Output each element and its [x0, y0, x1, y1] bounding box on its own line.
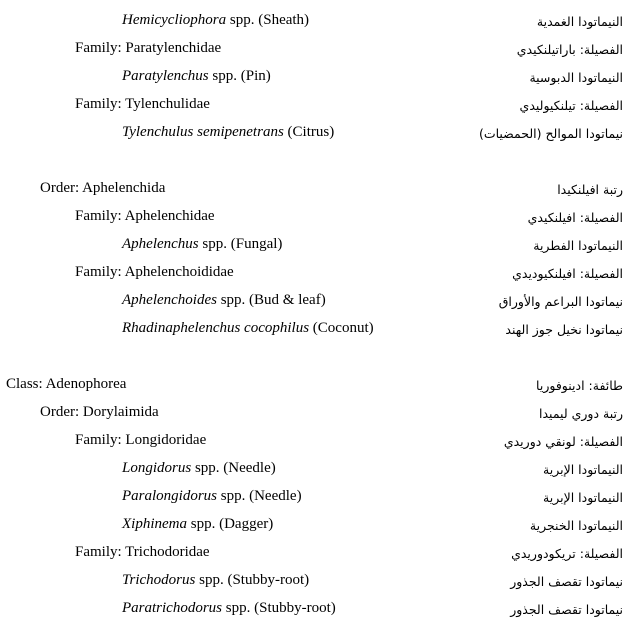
- class-label: Class: Adenophorea: [6, 376, 127, 392]
- taxon-row-aphelenchoides: [0, 290, 637, 318]
- arabic-name: الفصيلة: افيلنكيوديدي: [512, 266, 623, 281]
- common-name: spp. (Dagger): [187, 516, 274, 532]
- family-label: Family: Aphelenchoididae: [75, 264, 234, 280]
- arabic-name: النيماتودا الدبوسية: [529, 70, 623, 85]
- common-name: spp. (Sheath): [226, 12, 310, 28]
- taxon-row-trichodorus: [0, 570, 637, 598]
- arabic-name: الفصيلة: تيلنكيوليدي: [519, 98, 623, 113]
- taxon-row-aphelenchoididae: [0, 262, 637, 290]
- common-name: spp. (Bud & leaf): [216, 292, 326, 308]
- common-name: (Citrus): [283, 124, 335, 140]
- arabic-name: الفصيلة: تريكودوريدي: [511, 546, 623, 561]
- arabic-name: الفصيلة: افيلنكيدي: [527, 210, 623, 225]
- taxon-row-longidorus: [0, 458, 637, 486]
- arabic-name: النيماتودا الإبرية: [543, 462, 623, 477]
- arabic-name: النيماتودا الفطرية: [533, 238, 623, 253]
- scientific-name: Hemicycliophora: [122, 12, 227, 28]
- arabic-name: نيماتودا تقصف الجذور: [510, 574, 623, 589]
- family-label: Family: Paratylenchidae: [75, 40, 222, 56]
- taxon-row-trichodoridae: [0, 542, 637, 570]
- taxon-row-rhadinaphelenchus: [0, 318, 637, 346]
- taxon-row-xiphinema: [0, 514, 637, 542]
- scientific-name: Xiphinema: [122, 516, 187, 532]
- scientific-name: Rhadinaphelenchus cocophilus: [122, 320, 310, 336]
- taxon-row-aphelenchidae: [0, 206, 637, 234]
- arabic-name: النيماتودا الخنجرية: [529, 518, 623, 533]
- scientific-name: Aphelenchus: [122, 236, 199, 252]
- arabic-name: نيماتودا البراعم والأوراق: [498, 294, 623, 309]
- arabic-name: نيماتودا تقصف الجذور: [510, 602, 623, 617]
- arabic-name: النيماتودا الإبرية: [543, 490, 623, 505]
- common-name: spp. (Stubby-root): [195, 572, 310, 588]
- common-name: spp. (Stubby-root): [222, 600, 336, 616]
- taxon-row-adenophorea: [0, 374, 637, 402]
- scientific-name: Aphelenchoides: [122, 292, 217, 308]
- arabic-name: نيماتودا نخيل جوز الهند: [505, 322, 623, 337]
- taxon-row-paralongidorus: [0, 486, 637, 514]
- family-label: Family: Longidoridae: [75, 432, 207, 448]
- taxon-row-longidoridae: [0, 430, 637, 458]
- taxon-row-aphelenchida: [0, 178, 637, 206]
- scientific-name: Paralongidorus: [122, 488, 218, 504]
- taxon-row-aphelenchus: [0, 234, 637, 262]
- family-label: Family: Trichodoridae: [75, 544, 210, 560]
- common-name: spp. (Pin): [208, 68, 271, 84]
- arabic-name: رتبة افيلنكيدا: [557, 182, 623, 197]
- common-name: spp. (Fungal): [198, 236, 283, 252]
- taxon-row-dorylaimida: [0, 402, 637, 430]
- arabic-name: الفصيلة: باراتيلنكيدي: [516, 42, 623, 57]
- arabic-name: طائفة: ادينوفوريا: [536, 378, 623, 393]
- common-name: spp. (Needle): [191, 460, 276, 476]
- taxon-row-paratylenchidae: [0, 38, 637, 66]
- common-name: (Coconut): [309, 320, 374, 336]
- taxon-row-tylenchulidae: [0, 94, 637, 122]
- common-name: spp. (Needle): [217, 488, 302, 504]
- scientific-name: Longidorus: [122, 460, 192, 476]
- taxon-row-hemicycliophora: [0, 10, 637, 38]
- taxon-row-paratylenchus: [0, 66, 637, 94]
- arabic-name: الفصيلة: لونقي دوريدي: [503, 434, 623, 449]
- arabic-name: النيماتودا الغمدية: [536, 14, 623, 29]
- scientific-name: Tylenchulus semipenetrans: [122, 124, 284, 140]
- scientific-name: Paratylenchus: [122, 68, 209, 84]
- taxon-row-paratrichodorus: [0, 598, 637, 626]
- order-label: Order: Dorylaimida: [40, 404, 159, 420]
- arabic-name: رتبة دوري ليميدا: [539, 406, 623, 421]
- order-label: Order: Aphelenchida: [40, 180, 166, 196]
- arabic-name: نيماتودا الموالح (الحمضيات): [478, 126, 623, 141]
- taxon-row-tylenchulus: [0, 122, 637, 150]
- scientific-name: Paratrichodorus: [122, 600, 223, 616]
- scientific-name: Trichodorus: [122, 572, 196, 588]
- family-label: Family: Tylenchulidae: [75, 96, 210, 112]
- family-label: Family: Aphelenchidae: [75, 208, 215, 224]
